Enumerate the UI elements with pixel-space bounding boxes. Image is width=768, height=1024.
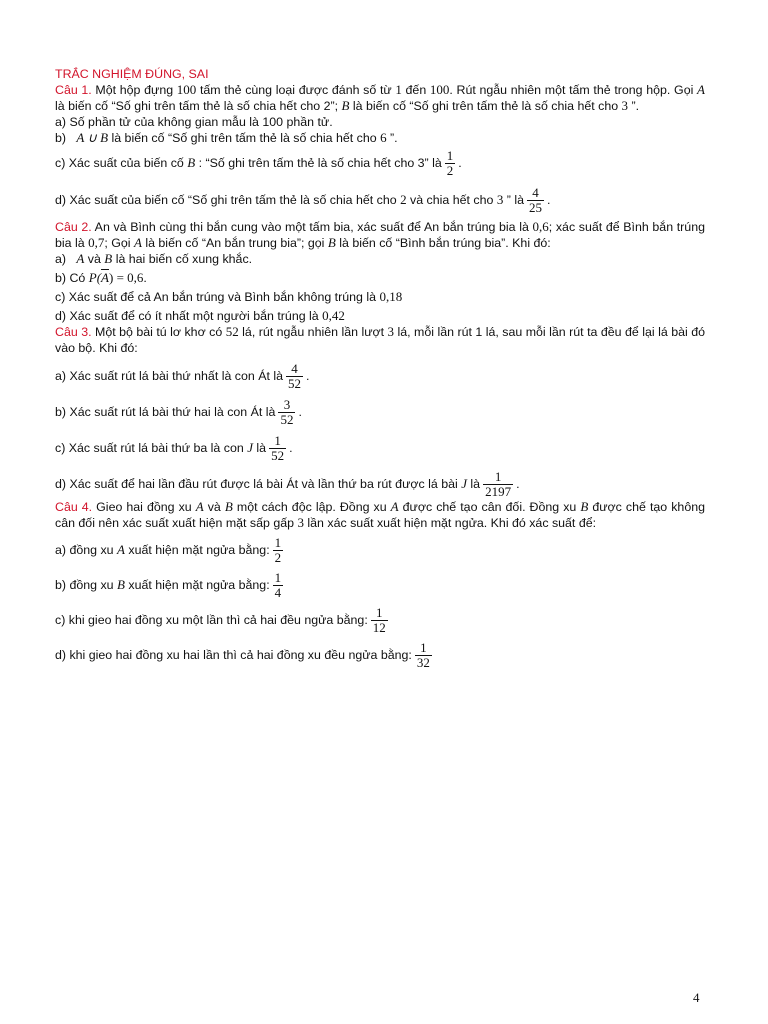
text: Một bộ bài tú lơ khơ có (91, 325, 226, 339)
math-expr: A ∪ B (76, 130, 109, 145)
question-2-option-c (55, 289, 705, 305)
question-2-option-b (55, 270, 705, 286)
number: 0,18 (379, 289, 403, 304)
text: đến (401, 83, 430, 97)
fraction (278, 398, 295, 427)
fraction (483, 470, 513, 499)
text: ; Gọi (104, 236, 134, 250)
text: là (466, 476, 481, 491)
fraction (269, 434, 286, 463)
math-var: B (117, 576, 125, 592)
document-page (55, 66, 705, 670)
text: tấm thẻ cùng loại được đánh số từ (196, 83, 396, 97)
text: ”. (386, 131, 398, 145)
text: a) đồng xu (55, 542, 117, 557)
text: được chế tạo không cân đối nên xác suất xuất hiện mặt sấp gấp (55, 500, 705, 530)
numerator: 1 (446, 148, 454, 163)
fraction (527, 186, 544, 215)
question-1-option-a: a) Số phần tử của không gian mẫu là 100 phần tử. (55, 115, 333, 129)
text: được chế tạo cân đối. Đồng xu (398, 500, 581, 514)
question-4-option-d (55, 641, 705, 670)
question-2-stem (55, 219, 705, 251)
question-1-option-d: d) Xác suất của biến cố “Số ghi trên tấm thẻ là số chia hết cho 2 và chia hết cho 3 ” là $\frac{4}{25}$ . (55, 185, 551, 215)
math-var: A (76, 251, 85, 266)
denominator: 2197 (485, 484, 512, 499)
number: 6 (380, 130, 387, 145)
numerator: 1 (376, 605, 383, 620)
text: d) khi gieo hai đồng xu hai lần thì cả hai đồng xu đều ngửa bằng: (55, 647, 412, 662)
text: và chia hết cho (406, 192, 497, 207)
question-3-option-d: d) Xác suất để hai lần đầu rút được lá bài Át và lần thứ ba rút được lá bài J là $\frac{1}{2197}$ . (55, 469, 520, 499)
math-expr: P( (88, 270, 102, 285)
fraction (286, 362, 303, 391)
text: c) Xác suất để cả An bắn trúng và Bình bắn không trúng là (55, 290, 380, 304)
text: c) Xác suất của biến cố (55, 155, 188, 170)
text: c) khi gieo hai đồng xu một lần thì cả hai đều ngửa bằng: (55, 612, 368, 627)
text: a) Xác suất rút lá bài thứ nhất là con Át là (55, 368, 284, 383)
question-4-option-a (55, 536, 705, 565)
question-4-stem (55, 499, 705, 531)
number: 0,6 (532, 219, 549, 234)
question-3-option-a: a) Xác suất rút lá bài thứ nhất là con Át là $\frac{4}{52}$ . (55, 361, 310, 391)
number: 52 (225, 324, 239, 339)
fraction (445, 149, 456, 178)
question-1-option-c: c) Xác suất của biến cố B : “Số ghi trên tấm thẻ là số chia hết cho 3” là $\frac{1}{2}$ . (55, 148, 462, 178)
numerator: 3 (283, 397, 291, 412)
text: d) Xác suất của biến cố “Số ghi trên tấm thẻ là số chia hết cho (55, 192, 401, 207)
math-var: $\overline{A}$ (101, 270, 109, 285)
number: 0,42 (322, 308, 345, 323)
math-var: A (390, 499, 399, 514)
question-3-option-c: c) Xác suất rút lá bài thứ ba là con J là $\frac{1}{52}$ . (55, 433, 293, 463)
text: ; xác suất để Bình bắn trúng bia là (55, 220, 705, 250)
denominator: 52 (280, 412, 294, 427)
text: một cách độc lập. Đồng xu (232, 500, 391, 514)
text: b) Có (55, 271, 89, 285)
math-var: A (117, 541, 125, 557)
text: An và Bình cùng thi bắn cung vào một tấm bia, xác suất để An bắn trúng bia là (91, 220, 533, 234)
denominator: 32 (416, 655, 430, 670)
math-var: B (341, 98, 350, 113)
option-prefix: a) (55, 252, 67, 266)
math-var: A (133, 235, 142, 250)
text: là biến cố “Bình bắn trúng bia”. Khi đó: (335, 236, 551, 250)
text: xuất hiện mặt ngửa bằng: (124, 542, 270, 557)
fraction (415, 641, 432, 670)
math-var: B (580, 499, 589, 514)
text: và (203, 500, 225, 514)
text: b) Xác suất rút lá bài thứ hai là con Át là (55, 404, 276, 419)
number: 100 (429, 82, 450, 97)
question-1-label: Câu 1. (55, 83, 92, 97)
number: 0,7 (88, 235, 105, 250)
text: và (84, 252, 105, 266)
question-1 (55, 82, 705, 215)
denominator: 12 (372, 620, 386, 635)
math-var: J (247, 439, 253, 455)
math-var: B (224, 499, 233, 514)
text: xuất hiện mặt ngửa bằng: (124, 577, 270, 592)
numerator: 1 (274, 535, 282, 550)
number: 0,6 (127, 270, 144, 285)
math-var: B (187, 154, 196, 170)
number: 2 (400, 191, 407, 207)
math-var: B (327, 235, 336, 250)
question-4-option-b (55, 571, 705, 600)
math-var: A (195, 499, 204, 514)
question-3-stem (55, 324, 705, 356)
question-3-option-b: b) Xác suất rút lá bài thứ hai là con Át là $\frac{3}{52}$ . (55, 397, 302, 427)
numerator: 1 (420, 640, 427, 655)
question-3-label: Câu 3. (55, 325, 92, 339)
question-3 (55, 324, 705, 499)
question-1-stem (55, 82, 705, 114)
denominator: 4 (274, 585, 282, 600)
math-var: A (697, 82, 705, 97)
denominator: 25 (528, 200, 542, 215)
number: 3 (387, 324, 395, 339)
text: là biến cố “An bắn trung bia”; gọi (141, 236, 328, 250)
numerator: 1 (274, 433, 281, 448)
number: 100 (176, 82, 197, 97)
question-4-option-c (55, 606, 705, 635)
question-1-option-b (55, 130, 705, 146)
denominator: 52 (288, 376, 302, 391)
fraction (371, 606, 388, 635)
denominator: 2 (274, 550, 282, 565)
text: d) Xác suất để hai lần đầu rút được lá bài Át và lần thứ ba rút được lá bài (55, 476, 462, 491)
text: là biến cố “Số ghi trên tấm thẻ là số chia hết cho (108, 131, 381, 145)
fraction (273, 571, 284, 600)
text: Gieo hai đồng xu (92, 500, 196, 514)
text: ”. (628, 99, 640, 113)
numerator: 4 (291, 361, 298, 376)
text: lá, mỗi lần rút 1 lá, sau mỗi lần rút ta đều để lại lá bài đó vào bộ. Khi đó: (55, 325, 705, 355)
question-4-label: Câu 4. (55, 500, 93, 514)
option-prefix: b) (55, 131, 67, 145)
text: ” là (503, 192, 524, 207)
text: b) đồng xu (55, 577, 117, 592)
text: là (252, 440, 267, 455)
question-2-label: Câu 2. (55, 220, 92, 234)
text: : “Số ghi trên tấm thẻ là số chia hết cho 3” là (195, 155, 442, 170)
text: . Rút ngẫu nhiên một tấm thẻ trong hộp. Gọi (449, 83, 698, 97)
text: là biến cố “Số ghi trên tấm thẻ là số chia hết cho 2”; (55, 99, 342, 113)
numerator: 4 (532, 185, 539, 200)
text: d) Xác suất để có ít nhất một người bắn trúng là (55, 309, 323, 323)
section-heading: TRẮC NGHIỆM ĐÚNG, SAI (55, 67, 209, 81)
text: lần xác suất xuất hiện mặt ngửa. Khi đó xác suất để: (303, 516, 597, 530)
number: 3 (496, 191, 504, 207)
text: . (143, 271, 147, 285)
numerator: 1 (494, 469, 502, 484)
denominator: 2 (446, 163, 454, 178)
number: 3 (621, 98, 629, 113)
number: 3 (297, 515, 304, 530)
numerator: 1 (274, 570, 282, 585)
question-2 (55, 219, 705, 324)
question-2-option-a (55, 251, 705, 267)
text: c) Xác suất rút lá bài thứ ba là con (55, 440, 248, 455)
text: Một hộp đựng (91, 83, 177, 97)
text: là hai biến cố xung khắc. (112, 252, 253, 266)
page-number: 4 (693, 990, 700, 1005)
text: là biến cố “Số ghi trên tấm thẻ là số chia hết cho (349, 99, 622, 113)
math-var: B (104, 251, 113, 266)
text: lá, rút ngẫu nhiên lần lượt (238, 325, 388, 339)
fraction (273, 536, 284, 565)
math-var: J (461, 475, 467, 491)
denominator: 52 (271, 448, 285, 463)
number: 1 (395, 82, 402, 97)
math-expr: ) = (108, 270, 128, 285)
question-2-option-d (55, 308, 705, 324)
question-4 (55, 499, 705, 670)
